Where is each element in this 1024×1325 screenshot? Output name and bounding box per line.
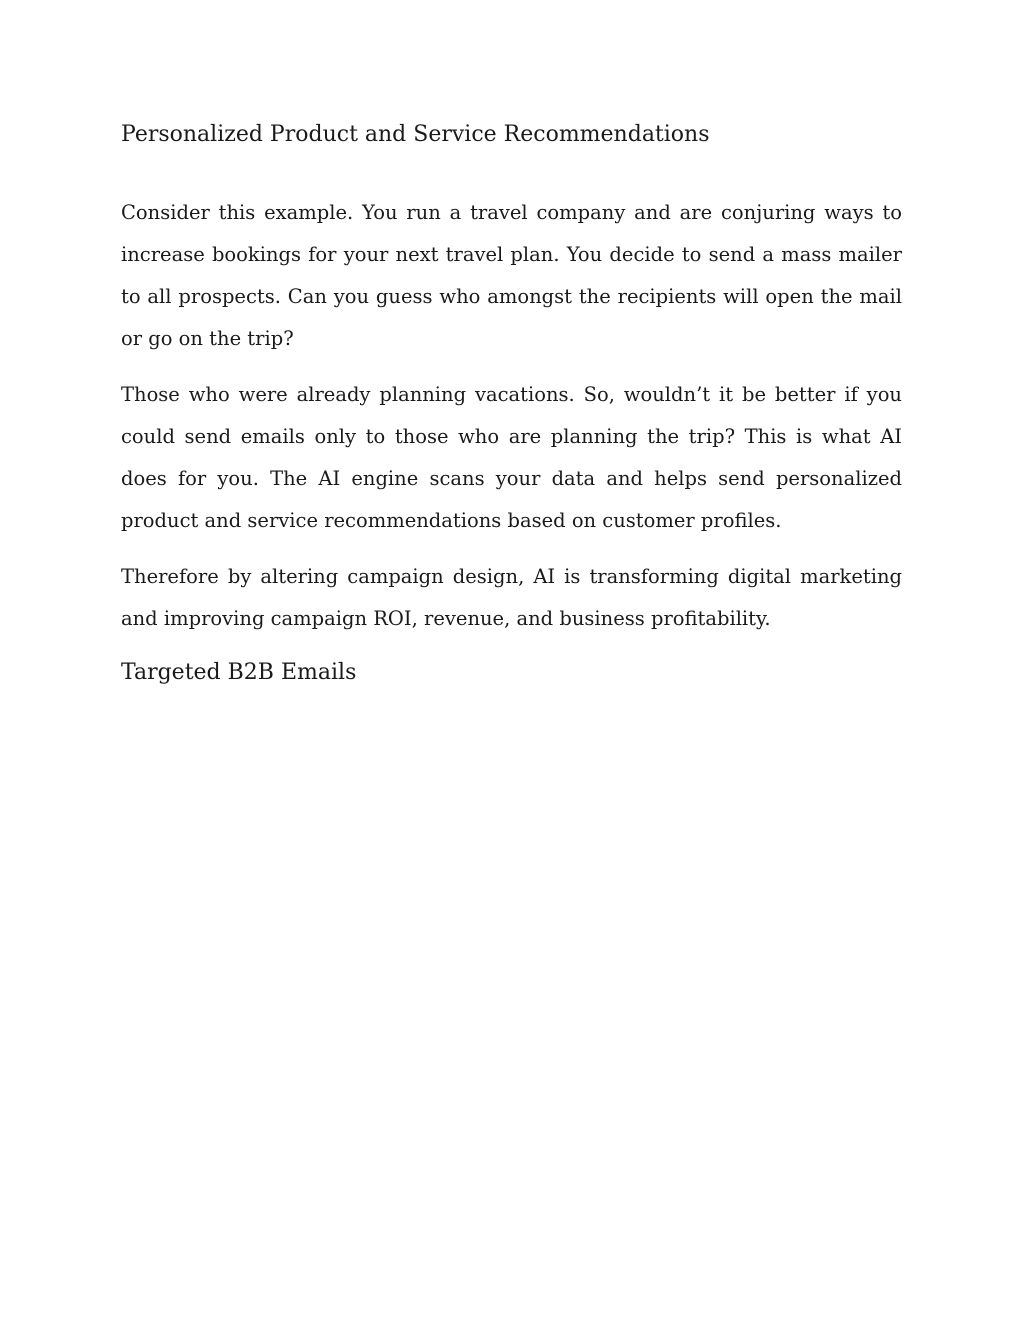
paragraph-ai-targeting: Those who were already planning vacations. So, wouldn’t it be better if you could send emails only to those who are planning the trip? This is what AI does for you. The AI engine scans your data and helps send personalized product and service recommendations based on customer profiles. bbox=[121, 383, 902, 532]
document-body bbox=[121, 118, 902, 690]
paragraph-campaign-roi: Therefore by altering campaign design, AI is transforming digital marketing and improving campaign ROI, revenue, and business profitability. bbox=[121, 565, 902, 630]
paragraph-travel-example: Consider this example. You run a travel company and are conjuring ways to increase bookings for your next travel plan. You decide to send a mass mailer to all prospects. Can you guess who amongst the recipients will open the mail or go on the trip? bbox=[121, 201, 902, 350]
section-heading-recommendations: Personalized Product and Service Recommendations bbox=[121, 122, 710, 147]
section-heading-b2b-emails: Targeted B2B Emails bbox=[121, 660, 357, 685]
